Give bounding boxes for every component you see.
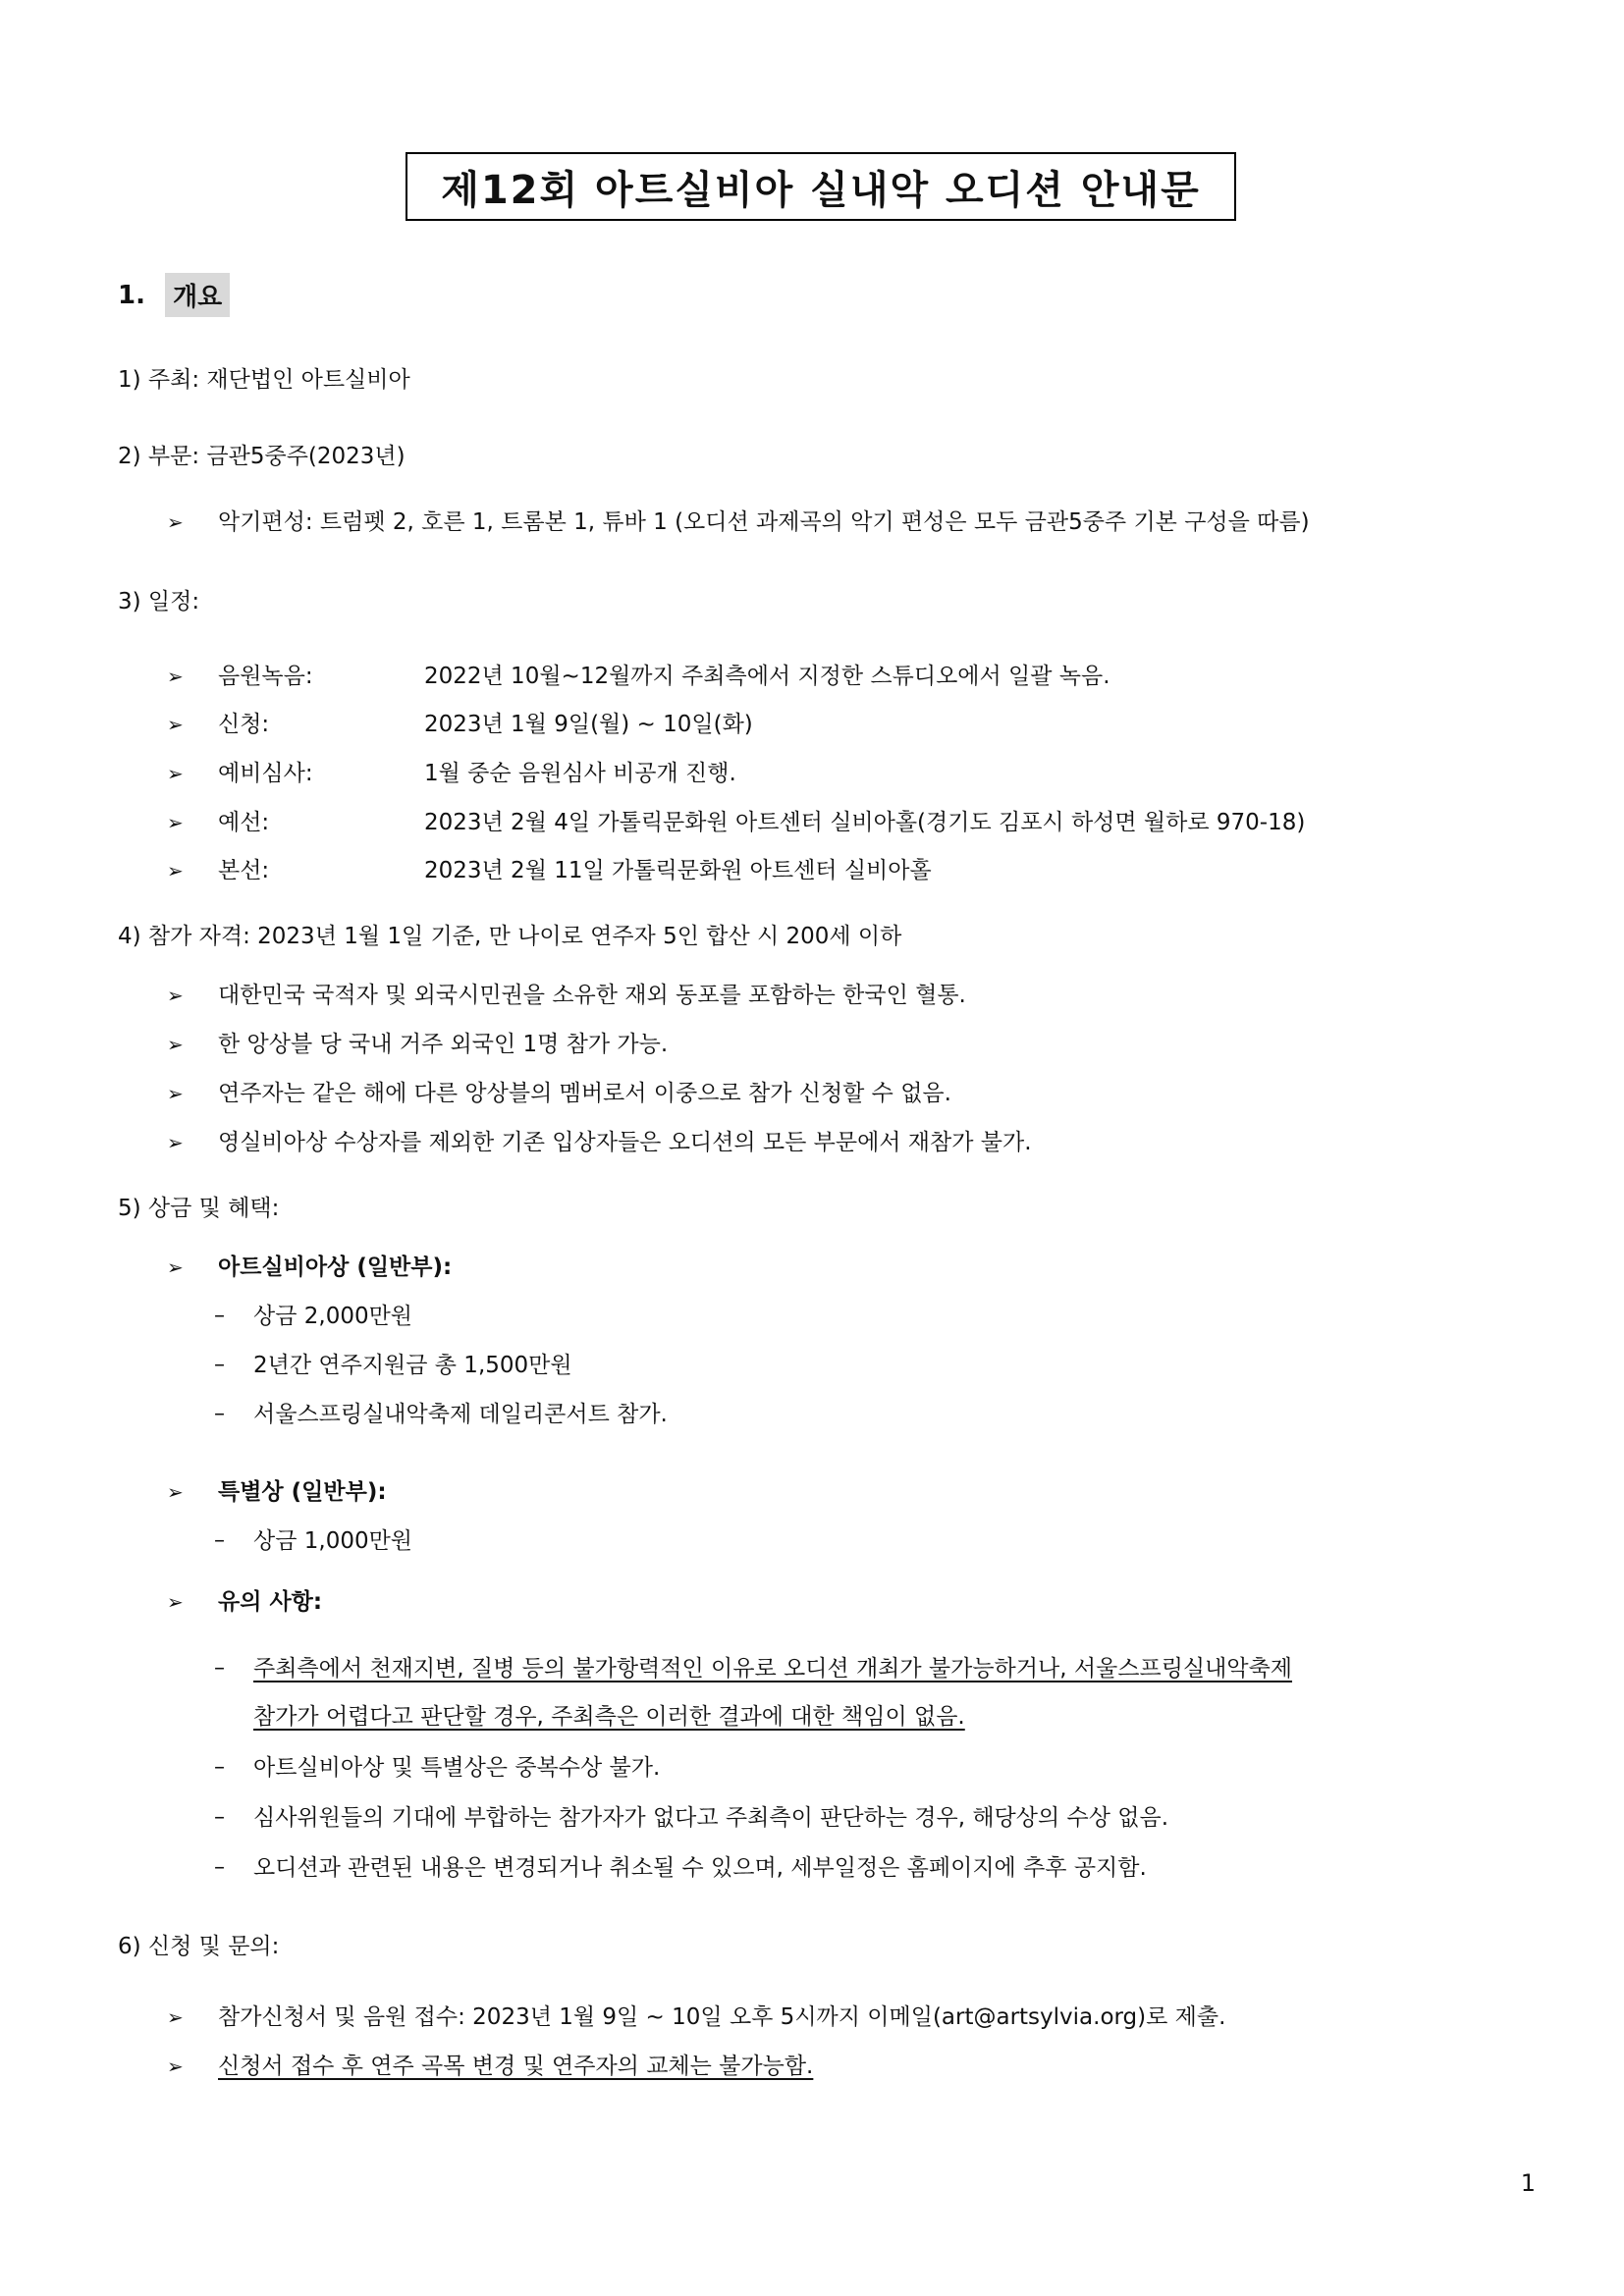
document-title: 제12회 아트실비아 실내악 오디션 안내문 bbox=[406, 152, 1236, 221]
schedule-heading: 3) 일정: bbox=[118, 589, 200, 614]
eligibility-heading: 4) 참가 자격: 2023년 1월 1일 기준, 만 나이로 연주자 5인 합산 시 200세 이하 bbox=[118, 924, 902, 949]
arrow-bullet-icon: ➢ bbox=[167, 1590, 184, 1614]
arrow-bullet-icon: ➢ bbox=[167, 510, 184, 534]
dash-bullet-icon: – bbox=[214, 1855, 225, 1880]
arrow-bullet-icon: ➢ bbox=[167, 1033, 184, 1056]
dash-bullet-icon: – bbox=[214, 1353, 225, 1377]
dash-bullet-icon: – bbox=[214, 1805, 225, 1830]
dash-bullet-icon: – bbox=[214, 1656, 225, 1681]
award-item: 상금 1,000만원 bbox=[253, 1528, 413, 1554]
arrow-bullet-icon: ➢ bbox=[167, 713, 184, 736]
notes-item: 오디션과 관련된 내용은 변경되거나 취소될 수 있으며, 세부일정은 홈페이지에 추후 공지함. bbox=[253, 1855, 1147, 1881]
arrow-bullet-icon: ➢ bbox=[167, 2055, 184, 2078]
arrow-bullet-icon: ➢ bbox=[167, 984, 184, 1007]
apply-item: 참가신청서 및 음원 접수: 2023년 1월 9일 ~ 10일 오후 5시까지 이메일(art@artsylvia.org)로 제출. bbox=[218, 2004, 1226, 2030]
schedule-item: 예비심사: 1월 중순 음원심사 비공개 진행. bbox=[218, 761, 736, 786]
award-item: 서울스프링실내악축제 데일리콘서트 참가. bbox=[253, 1402, 668, 1427]
dash-bullet-icon: – bbox=[214, 1402, 225, 1426]
eligibility-item: 한 앙상블 당 국내 거주 외국인 1명 참가 가능. bbox=[218, 1032, 669, 1057]
category-detail: 악기편성: 트럼펫 2, 호른 1, 트롬본 1, 튜바 1 (오디션 과제곡의 악기 편성은 모두 금관5중주 기본 구성을 따름) bbox=[218, 509, 1310, 535]
arrow-bullet-icon: ➢ bbox=[167, 2005, 184, 2029]
eligibility-item: 대한민국 국적자 및 외국시민권을 소유한 재외 동포를 포함하는 한국인 혈통. bbox=[218, 983, 966, 1008]
host-line: 1) 주최: 재단법인 아트실비아 bbox=[118, 367, 410, 393]
schedule-item: 음원녹음: 2022년 10월~12월까지 주최측에서 지정한 스튜디오에서 일괄 녹음. bbox=[218, 664, 1110, 689]
arrow-bullet-icon: ➢ bbox=[167, 811, 184, 834]
award-title: 아트실비아상 (일반부): bbox=[218, 1255, 453, 1280]
eligibility-item: 영실비아상 수상자를 제외한 기존 입상자들은 오디션의 모든 부문에서 재참가 불가. bbox=[218, 1130, 1032, 1155]
section-title: 개요 bbox=[165, 273, 230, 317]
notes-title: 유의 사항: bbox=[218, 1589, 323, 1615]
schedule-item: 신청: 2023년 1월 9일(월) ~ 10일(화) bbox=[218, 712, 753, 737]
apply-item-underlined: 신청서 접수 후 연주 곡목 변경 및 연주자의 교체는 불가능함. bbox=[218, 2054, 814, 2079]
eligibility-item: 연주자는 같은 해에 다른 앙상블의 멤버로서 이중으로 참가 신청할 수 없음. bbox=[218, 1081, 951, 1106]
arrow-bullet-icon: ➢ bbox=[167, 1480, 184, 1504]
dash-bullet-icon: – bbox=[214, 1755, 225, 1780]
dash-bullet-icon: – bbox=[214, 1528, 225, 1553]
arrow-bullet-icon: ➢ bbox=[167, 1255, 184, 1279]
arrow-bullet-icon: ➢ bbox=[167, 665, 184, 688]
arrow-bullet-icon: ➢ bbox=[167, 1082, 184, 1105]
schedule-item: 예선: 2023년 2월 4일 가톨릭문화원 아트센터 실비아홀(경기도 김포시 하성면 월하로 970-18) bbox=[218, 810, 1306, 835]
arrow-bullet-icon: ➢ bbox=[167, 1131, 184, 1154]
category-line: 2) 부문: 금관5중주(2023년) bbox=[118, 444, 406, 469]
award-item: 상금 2,000만원 bbox=[253, 1304, 413, 1329]
schedule-item: 본선: 2023년 2월 11일 가톨릭문화원 아트센터 실비아홀 bbox=[218, 858, 932, 883]
section-number: 1. bbox=[118, 280, 145, 310]
dash-bullet-icon: – bbox=[214, 1304, 225, 1328]
arrow-bullet-icon: ➢ bbox=[167, 762, 184, 785]
notes-item-underlined: 주최측에서 천재지변, 질병 등의 불가항력적인 이유로 오디션 개최가 불가능하거나, 서울스프링실내악축제 bbox=[253, 1656, 1293, 1682]
notes-item: 심사위원들의 기대에 부합하는 참가자가 없다고 주최측이 판단하는 경우, 해당상의 수상 없음. bbox=[253, 1805, 1169, 1831]
apply-heading: 6) 신청 및 문의: bbox=[118, 1934, 280, 1959]
page-number: 1 bbox=[1520, 2169, 1536, 2197]
award-title: 특별상 (일반부): bbox=[218, 1479, 387, 1505]
prize-heading: 5) 상금 및 혜택: bbox=[118, 1196, 280, 1221]
section-heading bbox=[118, 273, 230, 317]
award-item: 2년간 연주지원금 총 1,500만원 bbox=[253, 1353, 572, 1378]
notes-item-underlined-cont: 참가가 어렵다고 판단할 경우, 주최측은 이러한 결과에 대한 책임이 없음. bbox=[253, 1704, 965, 1730]
arrow-bullet-icon: ➢ bbox=[167, 859, 184, 882]
notes-item: 아트실비아상 및 특별상은 중복수상 불가. bbox=[253, 1755, 661, 1781]
